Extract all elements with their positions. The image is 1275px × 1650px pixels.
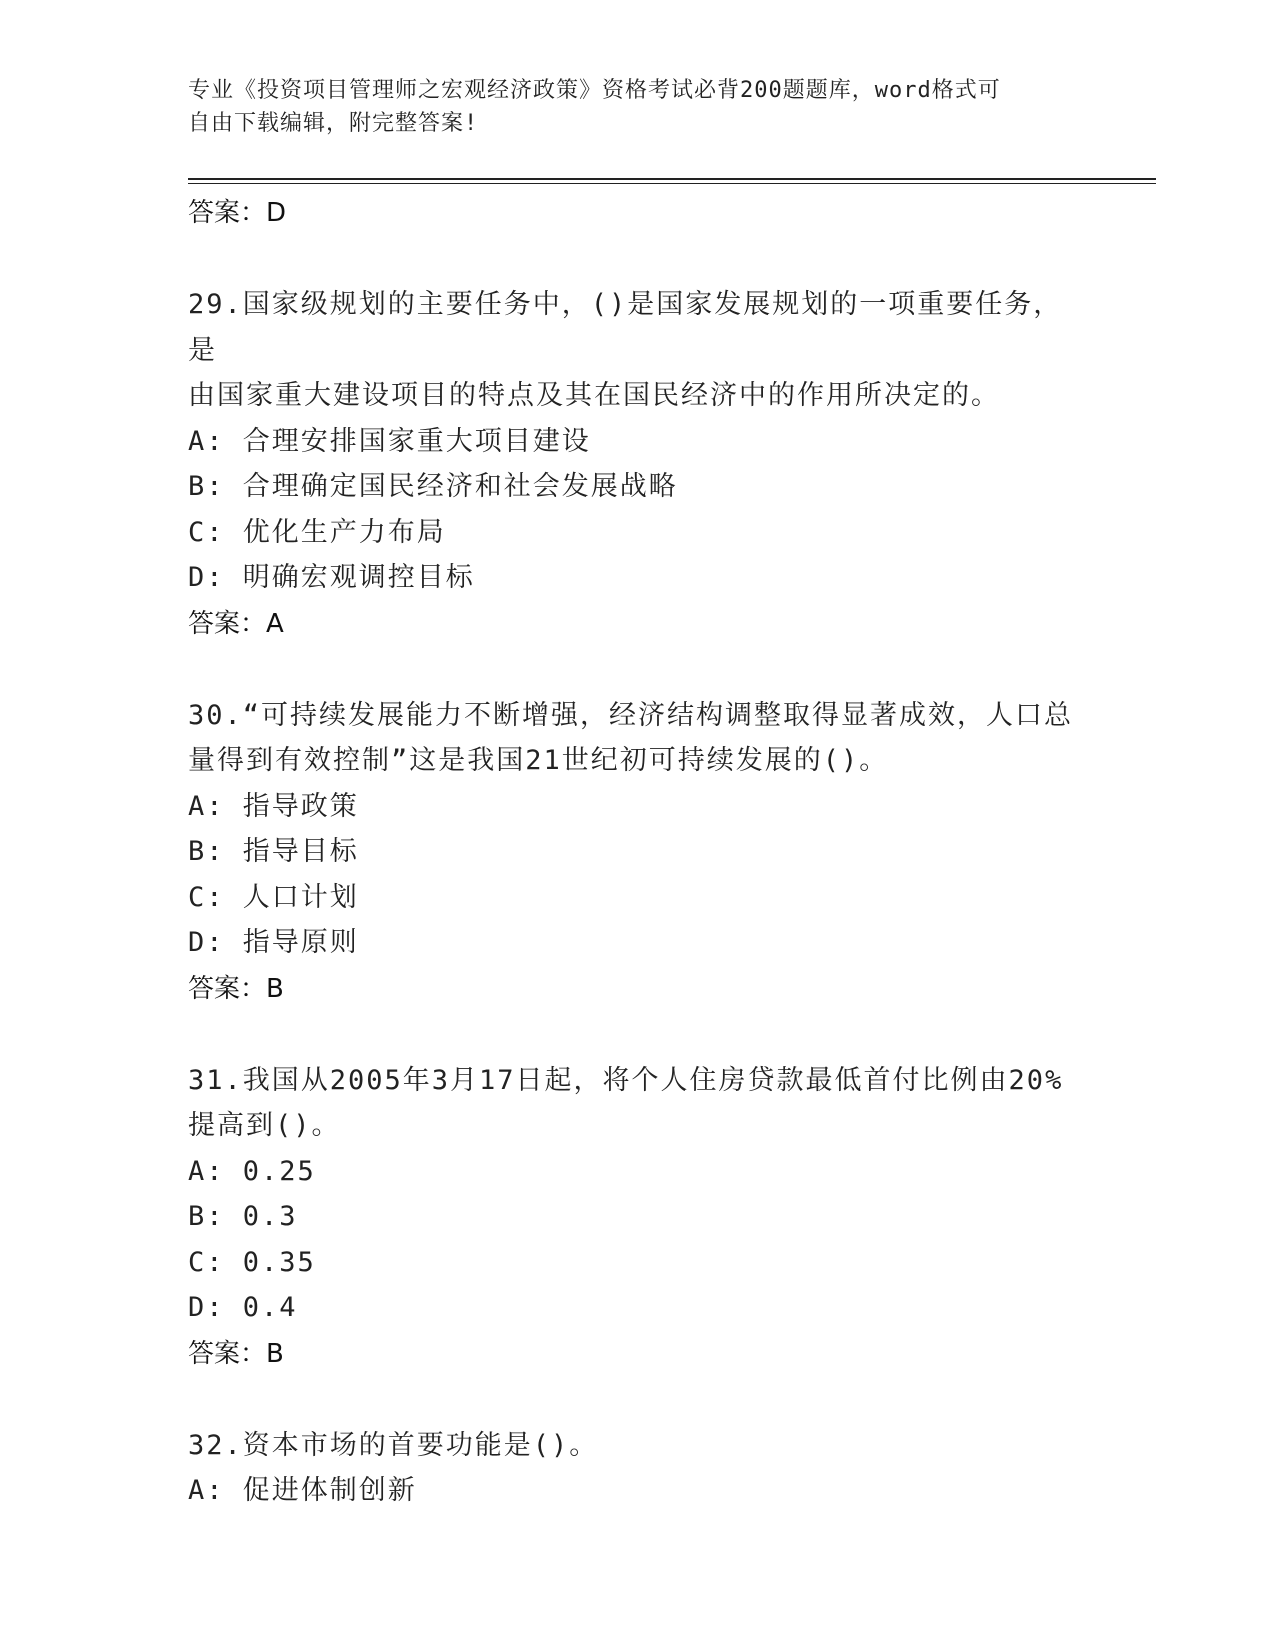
question-line: 提高到()。 (188, 1110, 341, 1141)
question-block (188, 693, 1088, 1012)
option-b: B: 指导目标 (188, 836, 359, 867)
answer-line: 答案：D (188, 198, 287, 228)
option-c: C: 优化生产力布局 (188, 516, 446, 548)
option-a: A: 0.25 (188, 1155, 316, 1187)
header-line-1: 专业《投资项目管理师之宏观经济政策》资格考试必背200题题库，word格式可 (188, 78, 1001, 103)
option-c: C: 0.35 (188, 1246, 316, 1278)
document-header (188, 74, 1088, 140)
option-a: A: 促进体制创新 (188, 1475, 417, 1506)
spacer (188, 647, 1088, 693)
option-a: A: 指导政策 (188, 790, 359, 822)
question-block (188, 1423, 1088, 1514)
answer-line: 答案：B (188, 973, 284, 1004)
question-line: 31.我国从2005年3月17日起，将个人住房贷款最低首付比例由20% (188, 1064, 1064, 1096)
question-text (188, 693, 1088, 784)
question-line: 由国家重大建设项目的特点及其在国民经济中的作用所决定的。 (188, 380, 1000, 411)
question-text (188, 282, 1088, 419)
option-d: D: 明确宏观调控目标 (188, 562, 475, 593)
question-text (188, 1423, 1088, 1469)
question-line: 29.国家级规划的主要任务中，()是国家发展规划的一项重要任务，是 (188, 289, 1063, 366)
header-divider-thin (188, 183, 1156, 184)
question-line: 30.“可持续发展能力不断增强，经济结构调整取得显著成效，人口总 (188, 699, 1074, 731)
question-block (188, 1058, 1088, 1377)
spacer (188, 1377, 1088, 1423)
answer-line: 答案：A (188, 608, 284, 639)
header-divider-thick (188, 178, 1156, 180)
option-b: B: 合理确定国民经济和社会发展战略 (188, 471, 678, 502)
question-list (188, 190, 1088, 1514)
question-text (188, 1058, 1088, 1149)
option-d: D: 指导原则 (188, 927, 359, 958)
question-block (188, 282, 1088, 647)
spacer (188, 236, 1088, 282)
question-line: 量得到有效控制”这是我国21世纪初可持续发展的()。 (188, 745, 889, 776)
option-a: A: 合理安排国家重大项目建设 (188, 425, 591, 457)
option-c: C: 人口计划 (188, 881, 359, 913)
spacer (188, 1012, 1088, 1058)
question-line: 32.资本市场的首要功能是()。 (188, 1429, 599, 1461)
option-b: B: 0.3 (188, 1201, 298, 1232)
answer-line: 答案：B (188, 1338, 284, 1369)
option-d: D: 0.4 (188, 1292, 298, 1323)
header-line-2: 自由下载编辑，附完整答案! (188, 111, 479, 136)
